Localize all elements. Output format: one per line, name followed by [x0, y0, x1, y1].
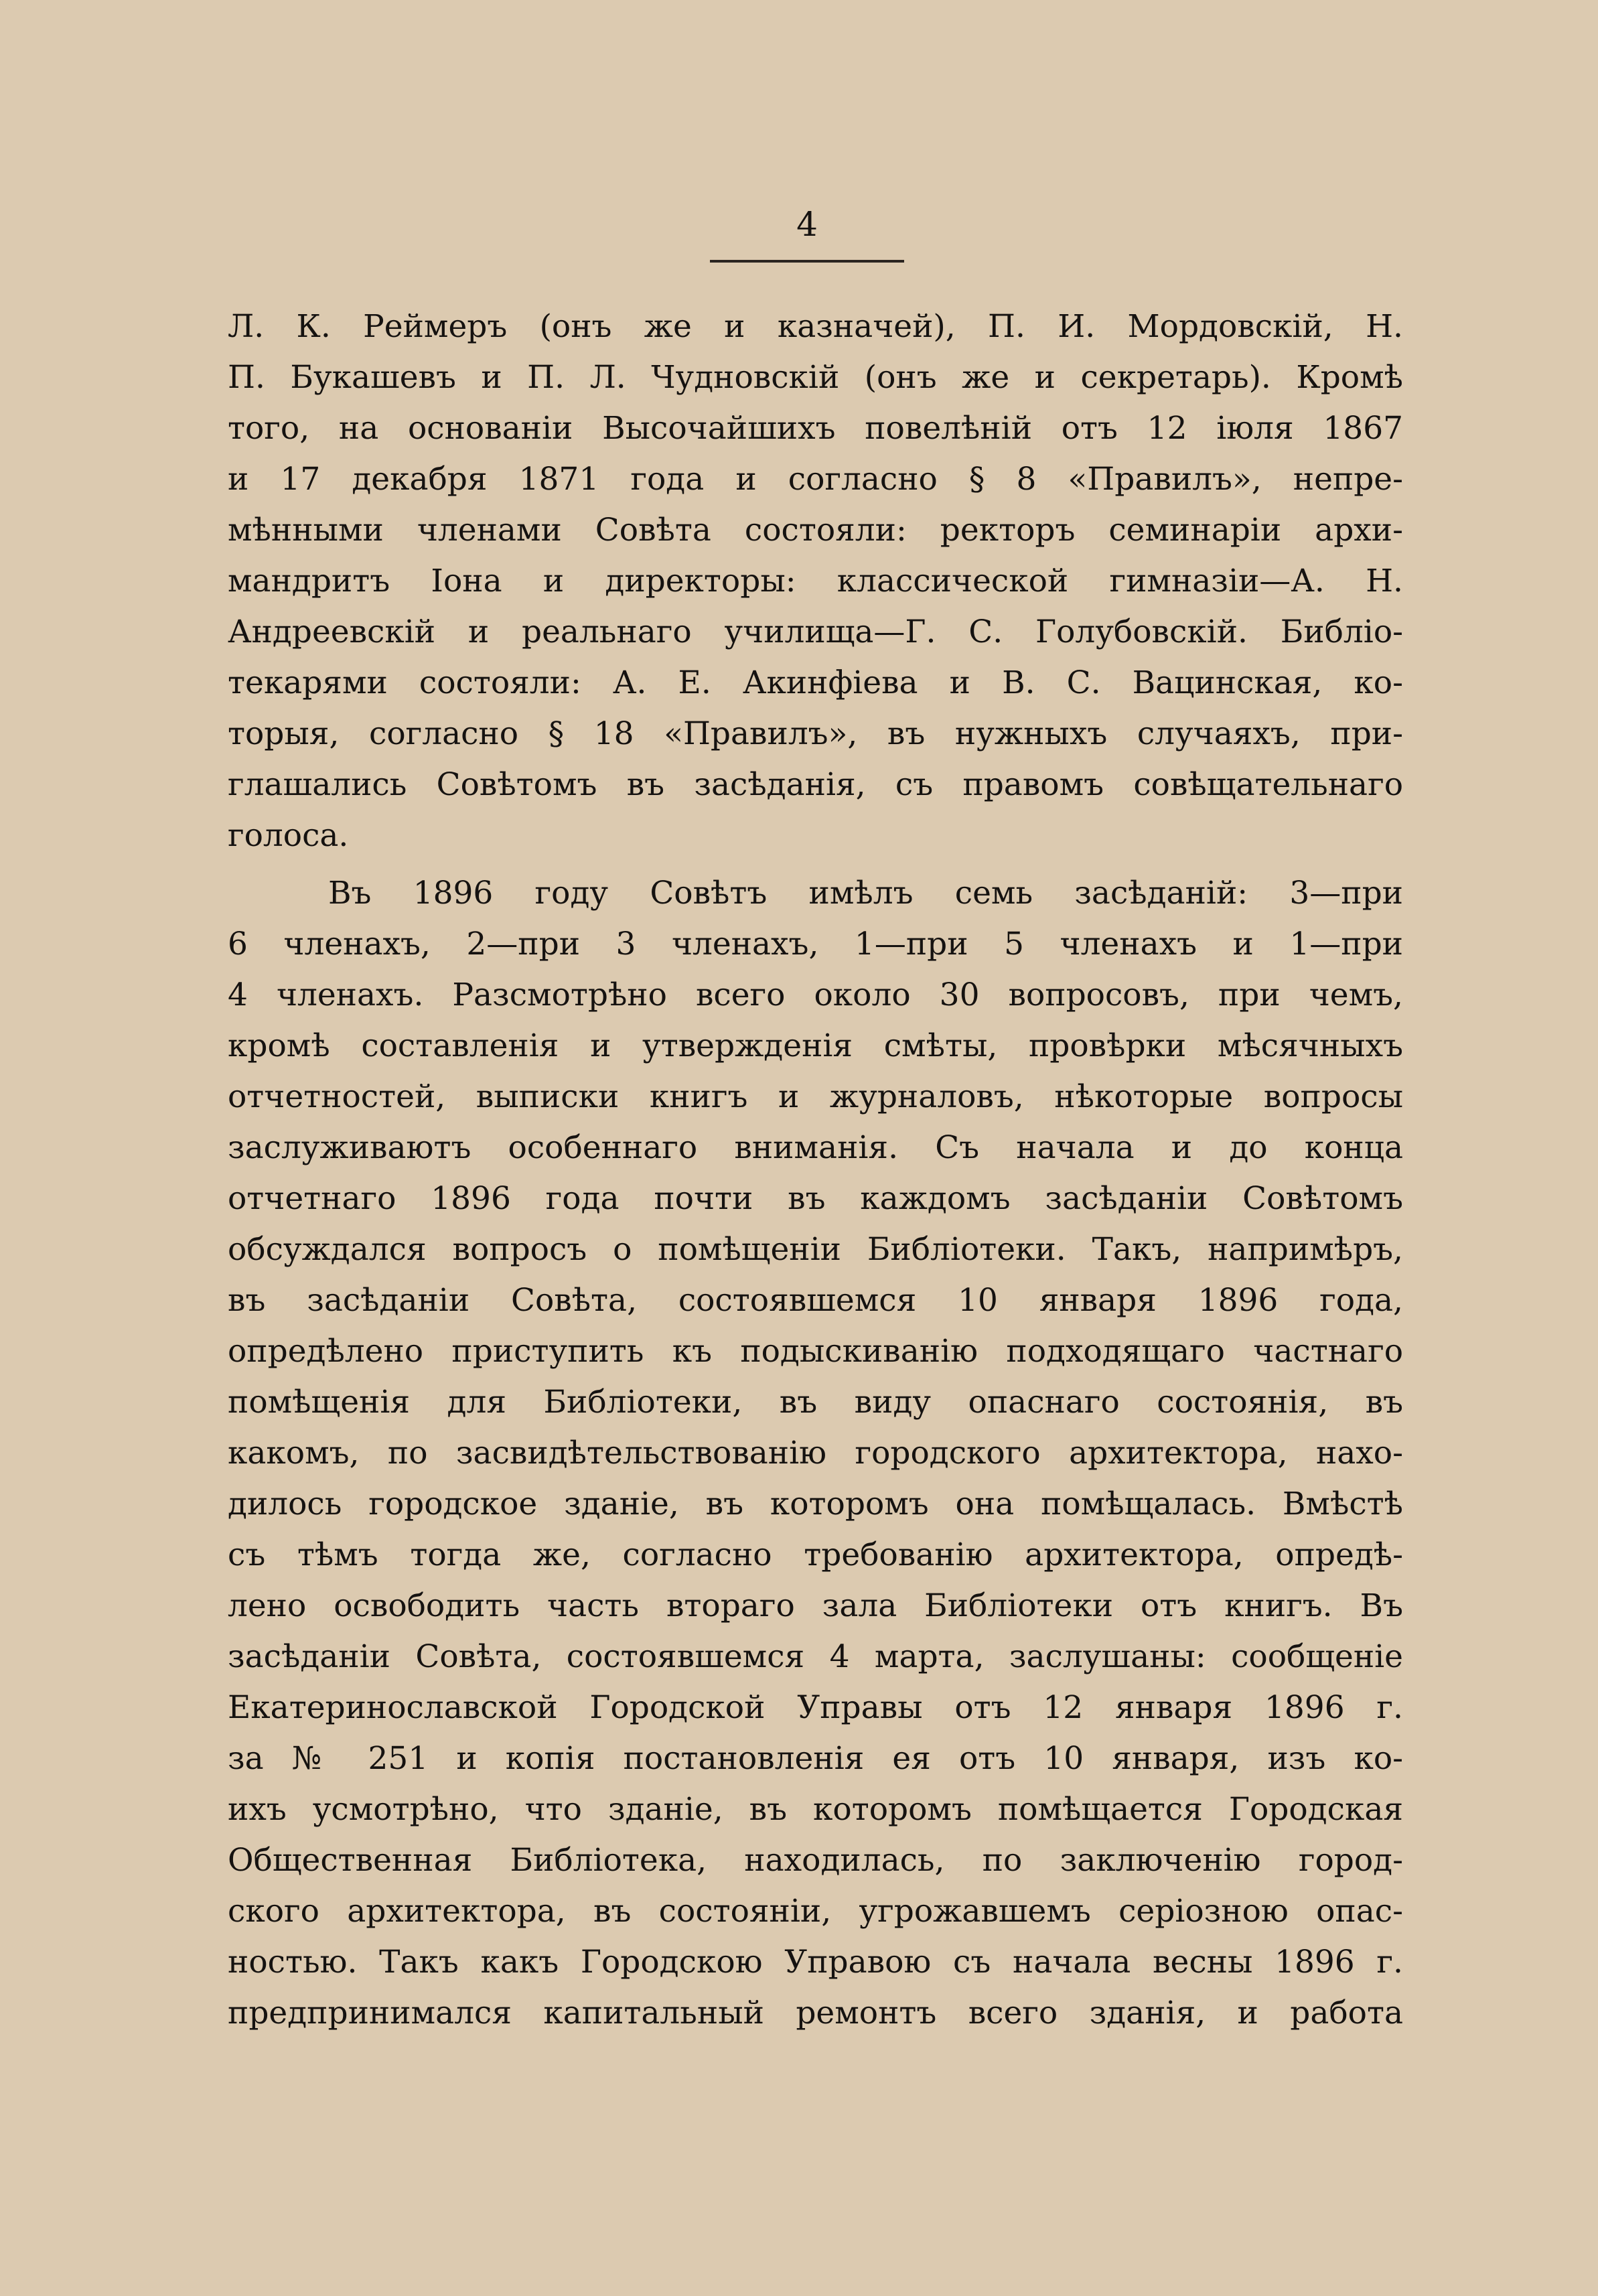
text-line: съ тѣмъ тогда же, согласно требованію архитектора, опредѣ- — [228, 1536, 1403, 1573]
page-number-rule — [710, 260, 904, 263]
text-line: обсуждался вопросъ о помѣщеніи Библіотеки. Такъ, напримѣръ, — [228, 1231, 1403, 1268]
page-number: 4 — [796, 205, 818, 244]
text-line: лено освободить часть втораго зала Библіотеки отъ книгъ. Въ — [228, 1587, 1403, 1624]
text-line: какомъ, по засвидѣтельствованію городского архитектора, нахо- — [228, 1435, 1403, 1472]
body-text — [228, 301, 1403, 2039]
text-line: и 17 декабря 1871 года и согласно § 8 «Правилъ», непре- — [228, 461, 1403, 498]
text-line: мѣнными членами Совѣта состояли: ректоръ семинаріи архи- — [228, 512, 1403, 549]
text-line: засѣданіи Совѣта, состоявшемся 4 марта, заслушаны: сообщеніе — [228, 1638, 1403, 1675]
text-line: Андреевскій и реальнаго училища—Г. С. Голубовскій. Библіо- — [228, 614, 1403, 650]
text-line: глашались Совѣтомъ въ засѣданія, съ правомъ совѣщательнаго — [228, 766, 1403, 803]
text-line: за № 251 и копія постановленія ея отъ 10 января, изъ ко- — [228, 1740, 1403, 1777]
text-line: предпринимался капитальный ремонтъ всего зданія, и работа — [228, 1995, 1403, 2031]
text-line: П. Букашевъ и П. Л. Чудновскій (онъ же и секретарь). Кромѣ — [228, 359, 1403, 396]
text-line: ского архитектора, въ состояніи, угрожавшемъ серіозною опас- — [228, 1893, 1403, 1930]
text-line: того, на основаніи Высочайшихъ повелѣній отъ 12 іюля 1867 — [228, 410, 1403, 447]
text-line: помѣщенія для Библіотеки, въ виду опаснаго состоянія, въ — [228, 1384, 1403, 1421]
text-line: отчетностей, выписки книгъ и журналовъ, нѣкоторые вопросы — [228, 1078, 1403, 1115]
text-line: текарями состояли: А. Е. Акинфіева и В. С. Вацинская, ко- — [228, 664, 1403, 701]
text-line: дилось городское зданіе, въ которомъ она помѣщалась. Вмѣстѣ — [228, 1486, 1403, 1522]
text-line: торыя, согласно § 18 «Правилъ», въ нужныхъ случаяхъ, при- — [228, 715, 1403, 752]
text-line: 4 членахъ. Разсмотрѣно всего около 30 вопросовъ, при чемъ, — [228, 977, 1403, 1013]
text-line: опредѣлено приступить къ подыскиванію подходящаго частнаго — [228, 1333, 1403, 1370]
paragraph-1 — [228, 301, 1403, 861]
text-line: ихъ усмотрѣно, что зданіе, въ которомъ помѣщается Городская — [228, 1791, 1403, 1828]
text-line: голоса. — [228, 817, 349, 854]
paragraph-2 — [228, 868, 1403, 2039]
text-line: мандритъ Іона и директоры: классической гимназіи—А. Н. — [228, 563, 1403, 599]
text-line: ностью. Такъ какъ Городскою Управою съ начала весны 1896 г. — [228, 1944, 1403, 1981]
text-line: Екатеринославской Городской Управы отъ 12 января 1896 г. — [228, 1689, 1403, 1726]
text-line: заслуживаютъ особеннаго вниманія. Съ начала и до конца — [228, 1129, 1403, 1166]
text-line: Общественная Библіотека, находилась, по заключенію город- — [228, 1842, 1403, 1879]
text-line: 6 членахъ, 2—при 3 членахъ, 1—при 5 членахъ и 1—при — [228, 926, 1403, 962]
text-line: Л. К. Реймеръ (онъ же и казначей), П. И. Мордовскій, Н. — [228, 308, 1403, 345]
text-line: Въ 1896 году Совѣтъ имѣлъ семь засѣданій: 3—при — [328, 875, 1403, 912]
text-line: кромѣ составленія и утвержденія смѣты, провѣрки мѣсячныхъ — [228, 1027, 1403, 1064]
paragraph-gap — [228, 861, 1403, 868]
text-line: въ засѣданіи Совѣта, состоявшемся 10 января 1896 года, — [228, 1282, 1403, 1319]
text-line: отчетнаго 1896 года почти въ каждомъ засѣданіи Совѣтомъ — [228, 1180, 1403, 1217]
